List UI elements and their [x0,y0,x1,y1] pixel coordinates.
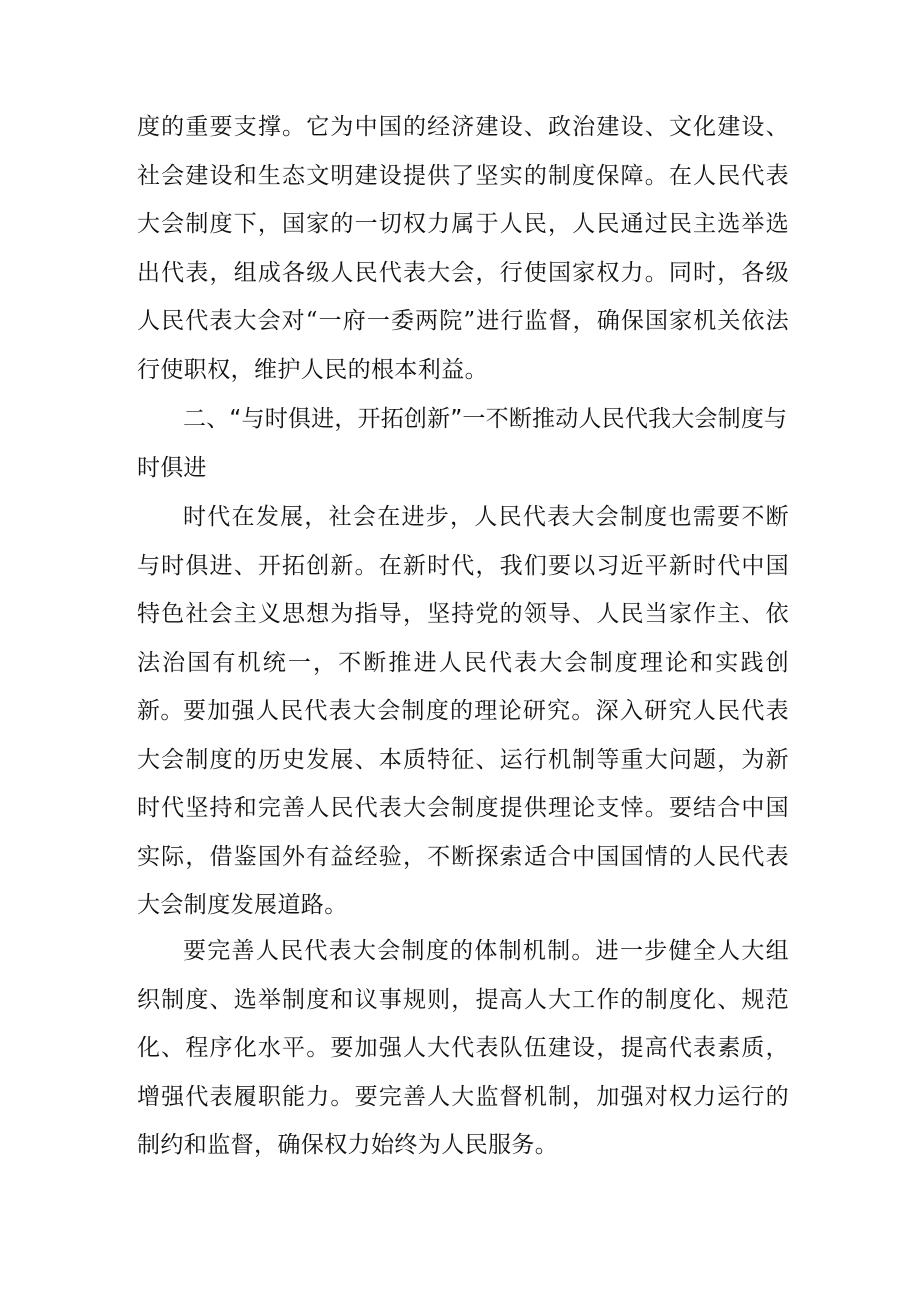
section-heading: 二、“与时俱进，开拓创新”一不断推动人民代我大会制度与时俱进 [137,406,788,481]
paragraph-era-development: 时代在发展，社会在进步，人民代表大会制度也需要不断与时俱进、开拓创新。在新时代，我们要以习近平新时代中国特色社会主义思想为指导，坚持党的领导、人民当家作主、依法治国有机统一，不断推进人民代表大会制度理论和实践创新。 [137,504,789,725]
paragraph-theory-research: 要加强人民代表大会制度的理论研究。深入研究人民代表大会制度的历史发展、本质特征、运行机制等重大问题，为新时代坚持和完善人民代表大会制度提供理论支悻。要结合中国实际，借鉴国外有益经验，不断探索适合中国国情的人民代表大会制度发展道路。 [137,698,789,919]
paragraph-system-mechanism: 要完善人民代表大会制度的体制机制。进一步健全人大组织制度、选举制度和议事规则，提高人大工作的制度化、规范化、程序化水平。要加强人大代表队伍建设，提高代表素质，增强代表履职能力。要完善人大监督机制，加强对权力运行的制约和监督，确保权力始终为人民服务。 [137,938,789,1159]
paragraph-continuation: 度的重要支撑。它为中国的经济建设、政治建设、文化建设、社会建设和生态文明建设提供了坚实的制度保障。在人民代表大会制度下，国家的一切权力属于人民，人民通过民主选举选出代表，组成各级人民代表大会，行使国家权力。同时，各级人民代表大会对“一府一委两院”进行监督，确保国家机关依法行使职权，维护人民的根本利益。 [137,114,789,383]
